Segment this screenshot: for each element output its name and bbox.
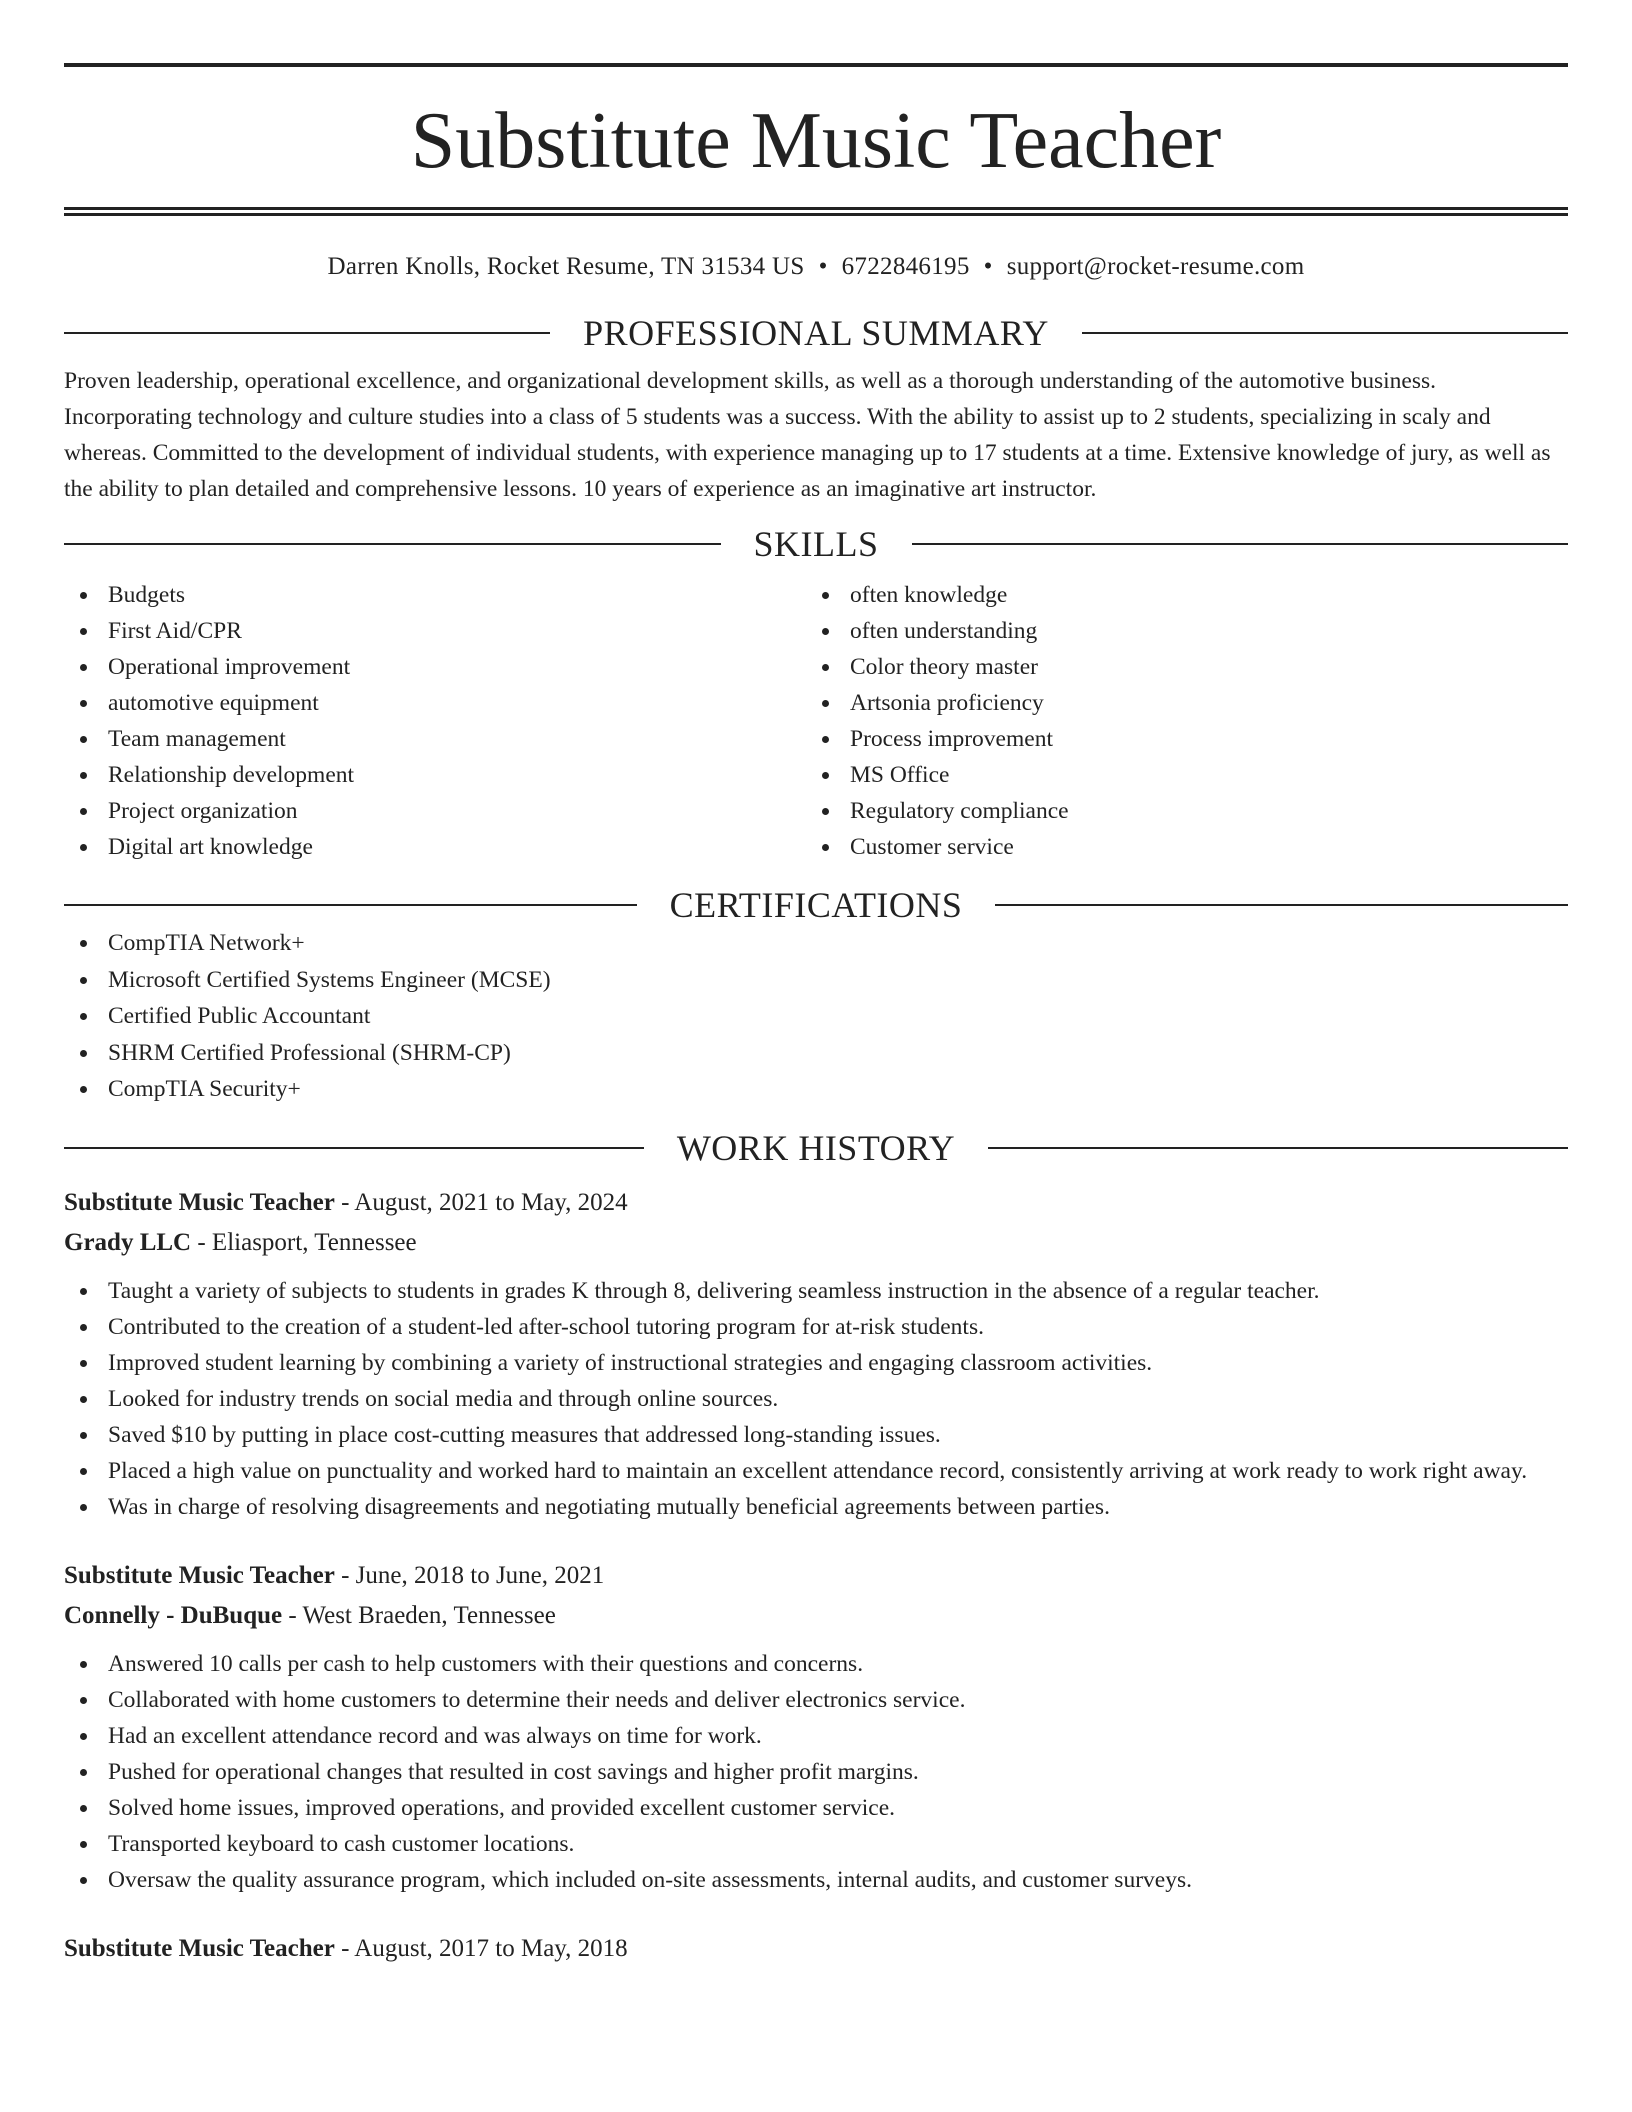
contact-separator: • — [983, 253, 993, 280]
top-rule — [64, 63, 1568, 67]
job-entry — [64, 1556, 1568, 1898]
job-title-line — [64, 1183, 1568, 1223]
certification-item: SHRM Certified Professional (SHRM-CP) — [64, 1035, 1568, 1072]
job-bullets — [64, 1273, 1568, 1525]
job-title-line — [64, 1929, 1568, 1969]
job-bullet: Solved home issues, improved operations, and provided excellent customer service. — [64, 1790, 1568, 1826]
skill-item: often understanding — [806, 613, 1548, 649]
skills-list-right — [806, 577, 1548, 865]
section-heading-certifications — [64, 885, 1568, 925]
job-title-line — [64, 1556, 1568, 1596]
job-dates: - June, 2018 to June, 2021 — [334, 1561, 605, 1589]
skill-item: Digital art knowledge — [64, 829, 806, 865]
job-bullet: Contributed to the creation of a student-led after-school tutoring program for at-risk students. — [64, 1309, 1568, 1345]
skill-item: Relationship development — [64, 757, 806, 793]
job-bullet: Was in charge of resolving disagreements and negotiating mutually beneficial agreements between parties. — [64, 1489, 1568, 1525]
job-bullet: Pushed for operational changes that resulted in cost savings and higher profit margins. — [64, 1754, 1568, 1790]
job-bullet: Placed a high value on punctuality and worked hard to maintain an excellent attendance record, consistently arriving at work ready to work right away. — [64, 1453, 1568, 1489]
certification-item: CompTIA Network+ — [64, 925, 1568, 962]
heading-rule — [1082, 332, 1568, 334]
contact-separator: • — [818, 253, 828, 280]
job-title: Substitute Music Teacher — [64, 1188, 335, 1216]
job-company: Connelly - DuBuque — [64, 1601, 283, 1629]
job-bullet: Looked for industry trends on social media and through online sources. — [64, 1381, 1568, 1417]
job-location: - Eliasport, Tennessee — [191, 1228, 417, 1256]
skill-item: Process improvement — [806, 721, 1548, 757]
skill-item: automotive equipment — [64, 685, 806, 721]
skill-item: Color theory master — [806, 649, 1548, 685]
section-heading-skills — [64, 524, 1568, 564]
resume-title: Substitute Music Teacher — [410, 97, 1222, 185]
skill-item: Team management — [64, 721, 806, 757]
job-bullets — [64, 1646, 1568, 1898]
heading-rule — [995, 904, 1568, 906]
contact-address: Darren Knolls, Rocket Resume, TN 31534 US — [327, 253, 805, 280]
job-entry — [64, 1183, 1568, 1525]
skill-item: Project organization — [64, 793, 806, 829]
job-bullet: Transported keyboard to cash customer locations. — [64, 1826, 1568, 1862]
skill-item: Operational improvement — [64, 649, 806, 685]
job-entry — [64, 1929, 1568, 1969]
skill-item: First Aid/CPR — [64, 613, 806, 649]
skill-item: often knowledge — [806, 577, 1548, 613]
section-title: SKILLS — [753, 524, 879, 564]
section-heading-work-history — [64, 1128, 1568, 1168]
section-heading-summary — [64, 313, 1568, 353]
job-bullet: Improved student learning by combining a variety of instructional strategies and engaging classroom activities. — [64, 1345, 1568, 1381]
section-title: WORK HISTORY — [676, 1127, 956, 1168]
skill-item: Regulatory compliance — [806, 793, 1548, 829]
job-location: - West Braeden, Tennessee — [282, 1601, 556, 1629]
job-bullet: Answered 10 calls per cash to help customers with their questions and concerns. — [64, 1646, 1568, 1682]
skill-item: Customer service — [806, 829, 1548, 865]
contact-line — [64, 252, 1568, 282]
heading-rule — [64, 543, 721, 545]
skill-item: MS Office — [806, 757, 1548, 793]
job-company: Grady LLC — [64, 1228, 192, 1256]
heading-rule — [64, 904, 637, 906]
certifications-list — [64, 925, 1568, 1108]
job-bullet: Had an excellent attendance record and was always on time for work. — [64, 1718, 1568, 1754]
job-bullet: Oversaw the quality assurance program, which included on-site assessments, internal audits, and customer surveys. — [64, 1862, 1568, 1898]
job-bullet: Taught a variety of subjects to students in grades K through 8, delivering seamless instruction in the absence of a regular teacher. — [64, 1273, 1568, 1309]
skill-item: Artsonia proficiency — [806, 685, 1548, 721]
job-company-line — [64, 1596, 1568, 1636]
certification-item: CompTIA Security+ — [64, 1071, 1568, 1108]
job-title: Substitute Music Teacher — [64, 1934, 335, 1962]
heading-rule — [64, 1147, 644, 1149]
section-title: CERTIFICATIONS — [669, 885, 963, 925]
job-dates: - August, 2017 to May, 2018 — [334, 1934, 628, 1962]
job-bullet: Collaborated with home customers to determine their needs and deliver electronics service. — [64, 1682, 1568, 1718]
summary-text: Proven leadership, operational excellence, and organizational development skills, as well as a thorough understanding of the automotive business. Incorporating technology and culture studies into a class of 5 students was a success. With the ability to assist up to 2 students, specializing in scaly and whereas. Committed to the development of individual students, with experience managing up to 17 students at a time. Extensive knowledge of jury, as well as the ability to plan detailed and comprehensive lessons. 10 years of experience as an imaginative art instructor. — [64, 368, 1551, 502]
job-company-line — [64, 1223, 1568, 1263]
job-dates: - August, 2021 to May, 2024 — [334, 1188, 628, 1216]
heading-rule — [64, 332, 550, 334]
section-title: PROFESSIONAL SUMMARY — [583, 313, 1049, 353]
job-bullet: Saved $10 by putting in place cost-cutting measures that addressed long-standing issues. — [64, 1417, 1568, 1453]
skill-item: Budgets — [64, 577, 806, 613]
skills-grid — [64, 577, 1568, 865]
title-double-rule — [64, 207, 1568, 216]
certification-item: Microsoft Certified Systems Engineer (MCSE) — [64, 962, 1568, 999]
heading-rule — [912, 543, 1569, 545]
heading-rule — [988, 1147, 1568, 1149]
skills-list-left — [64, 577, 806, 865]
job-title: Substitute Music Teacher — [64, 1561, 335, 1589]
contact-email: support@rocket-resume.com — [1006, 253, 1305, 280]
certification-item: Certified Public Accountant — [64, 998, 1568, 1035]
contact-phone: 6722846195 — [841, 253, 970, 280]
resume-page — [64, 0, 1568, 1969]
